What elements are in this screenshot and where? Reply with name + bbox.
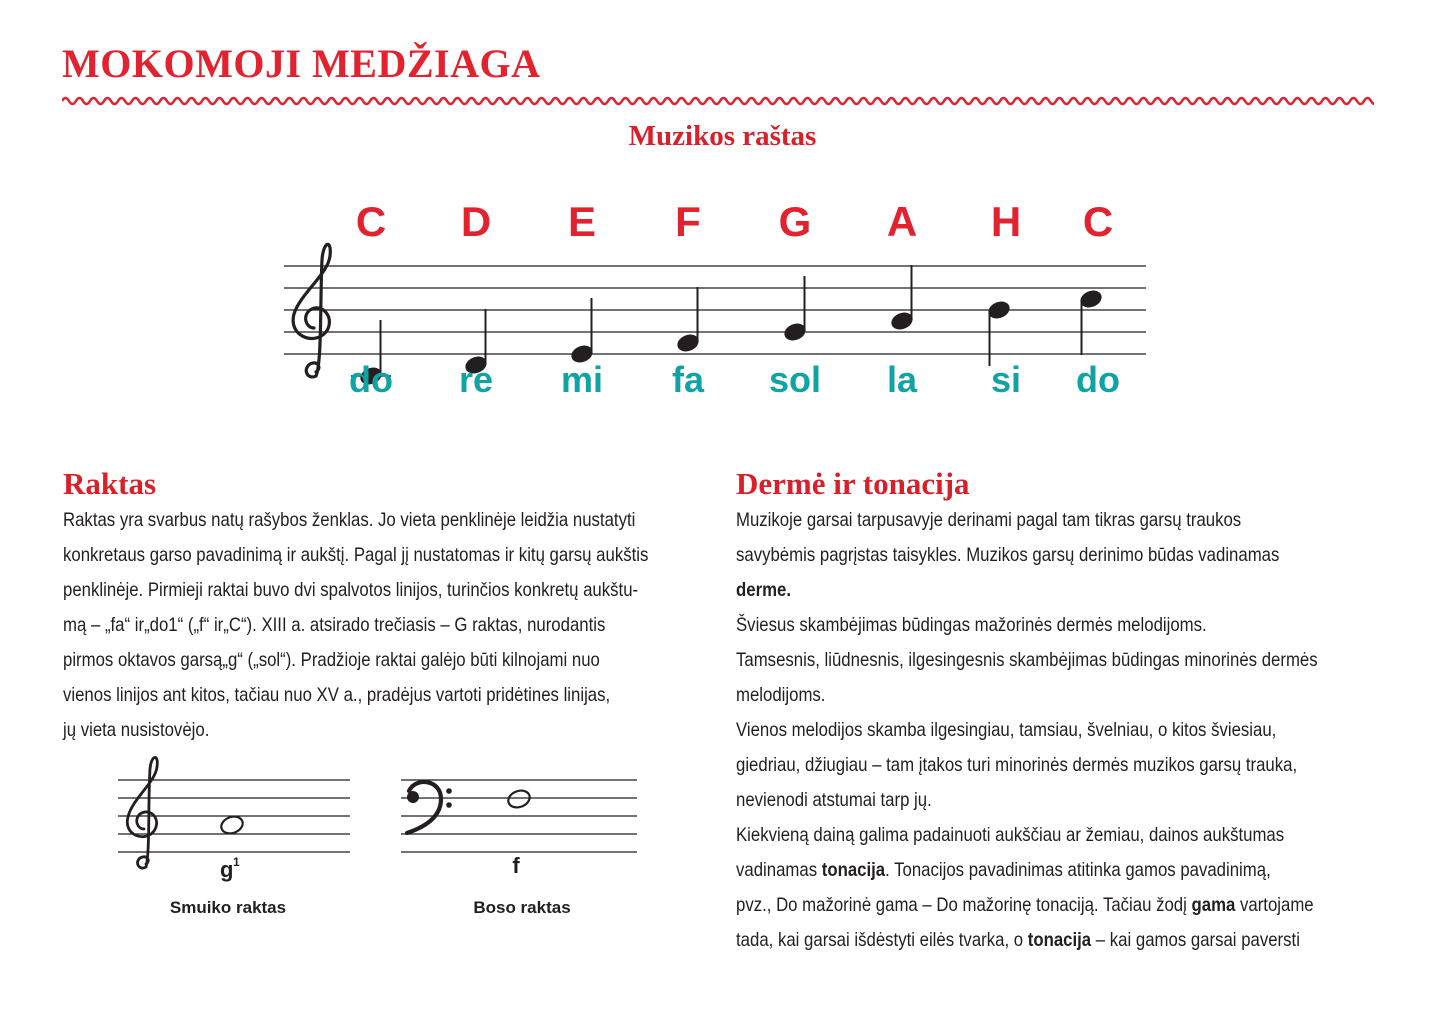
derme-text: . Tonacijos pavadinimas atitinka gamos pavadinimą, xyxy=(885,859,1271,881)
c-major-scale-staff xyxy=(270,190,1150,410)
solfege-fa: fa xyxy=(671,359,705,400)
treble-clef-label: Smuiko raktas xyxy=(169,898,287,917)
derme-line: Tamsesnis, liūdnesnis, ilgesingesnis skambėjimas būdingas minorinės dermės xyxy=(736,649,1318,671)
solfege-syllables xyxy=(349,359,1120,400)
derme-text: – kai gamos garsai paversti xyxy=(1091,929,1300,951)
treble-clef-example xyxy=(110,755,360,925)
raktas-line: penklinėje. Pirmieji raktai buvo dvi spalvotos linijos, turinčios konkretų aukštu- xyxy=(63,579,639,601)
gama-term: gama xyxy=(1191,894,1236,916)
bass-note-label: f xyxy=(512,853,520,878)
raktas-line: pirmos oktavos garsą„g“ („sol“). Pradžioje raktai galėjo būti kilnojami nuo xyxy=(63,649,600,671)
page-title: MOKOMOJI MEDŽIAGA xyxy=(62,41,541,86)
letter-h: H xyxy=(990,198,1022,245)
derme-text: vartojame xyxy=(1235,894,1314,916)
derme-heading: Dermė ir tonacija xyxy=(736,466,970,501)
derme-line xyxy=(736,573,1318,608)
derme-line: Kiekvieną dainą galima padainuoti aukščiau ar žemiau, dainos aukštumas xyxy=(736,824,1285,846)
derme-line: giedriau, džiugiau – tam įtakos turi minorinės dermės muzikos garsų trauka, xyxy=(736,754,1298,776)
derme-text: vadinamas xyxy=(736,859,822,881)
derme-line: Šviesus skambėjimas būdingas mažorinės dermės melodijoms. xyxy=(736,614,1207,636)
raktas-paragraph xyxy=(63,503,648,748)
solfege-mi: mi xyxy=(560,359,604,400)
derme-paragraph xyxy=(736,503,1318,958)
derme-line xyxy=(736,853,1318,888)
raktas-line: vienos linijos ant kitos, tačiau nuo XV a., pradėjus vartoti pridėtines linijas, xyxy=(63,684,611,706)
raktas-line: mą – „fa“ ir„do1“ („f“ ir„C“). XIII a. atsirado trečiasis – G raktas, nurodantis xyxy=(63,614,606,636)
note-letters xyxy=(356,198,1113,245)
raktas-line: Raktas yra svarbus natų rašybos ženklas. Jo vieta penklinėje leidžia nustatyti xyxy=(63,509,636,531)
letter-e: E xyxy=(567,198,597,245)
derme-line: Vienos melodijos skamba ilgesingiau, tamsiau, švelniau, o kitos šviesiau, xyxy=(736,719,1277,741)
derme-line xyxy=(736,923,1318,958)
derme-text: tada, kai garsai išdėstyti eilės tvarka, o xyxy=(736,929,1028,951)
derme-line: melodijoms. xyxy=(736,684,826,706)
note-a xyxy=(889,265,915,333)
solfege-do-high: do xyxy=(1076,359,1120,400)
raktas-line: jų vieta nusistovėjo. xyxy=(63,719,210,741)
letter-c: C xyxy=(355,198,387,245)
staff-lines xyxy=(284,266,1146,354)
derme-line xyxy=(736,888,1318,923)
letter-f: F xyxy=(675,198,701,245)
derme-text: pvz., Do mažorinė gama – Do mažorinę tonaciją. Tačiau žodį xyxy=(736,894,1192,916)
section-title: Muzikos raštas xyxy=(628,120,817,152)
note-c-high xyxy=(1078,287,1104,355)
tonacija-term: tonacija xyxy=(821,859,886,881)
bass-clef-label: Boso raktas xyxy=(473,898,571,917)
derme-line: savybėmis pagrįstas taisykles. Muzikos garsų derinimo būdas vadinamas xyxy=(736,544,1280,566)
derme-term: derme. xyxy=(736,579,791,601)
bass-clef-example xyxy=(395,755,645,925)
letter-d: D xyxy=(460,198,492,245)
treble-note-label: g xyxy=(220,857,234,882)
solfege-la: la xyxy=(886,359,918,400)
note-f xyxy=(675,287,701,355)
bass-clef-icon xyxy=(407,782,452,833)
derme-line: nevienodi atstumai tarp jų. xyxy=(736,789,932,811)
derme-line: Muzikoje garsai tarpusavyje derinami pagal tam tikras garsų traukos xyxy=(736,509,1242,531)
whole-note-g xyxy=(219,814,245,837)
wavy-divider xyxy=(62,93,1374,109)
letter-c-high: C xyxy=(1082,198,1114,245)
solfege-re: re xyxy=(458,359,494,400)
solfege-si: si xyxy=(990,359,1022,400)
treble-note-superscript: 1 xyxy=(233,855,240,869)
letter-g: G xyxy=(778,198,812,245)
tonacija-term: tonacija xyxy=(1027,929,1092,951)
raktas-line: konkretaus garso pavadinimą ir aukštį. Pagal jį nustatomas ir kitų garsų aukštis xyxy=(63,544,649,566)
whole-note-f xyxy=(506,788,532,811)
letter-a: A xyxy=(886,198,918,245)
solfege-do: do xyxy=(349,359,393,400)
solfege-sol: sol xyxy=(768,359,822,400)
raktas-heading: Raktas xyxy=(63,466,157,501)
